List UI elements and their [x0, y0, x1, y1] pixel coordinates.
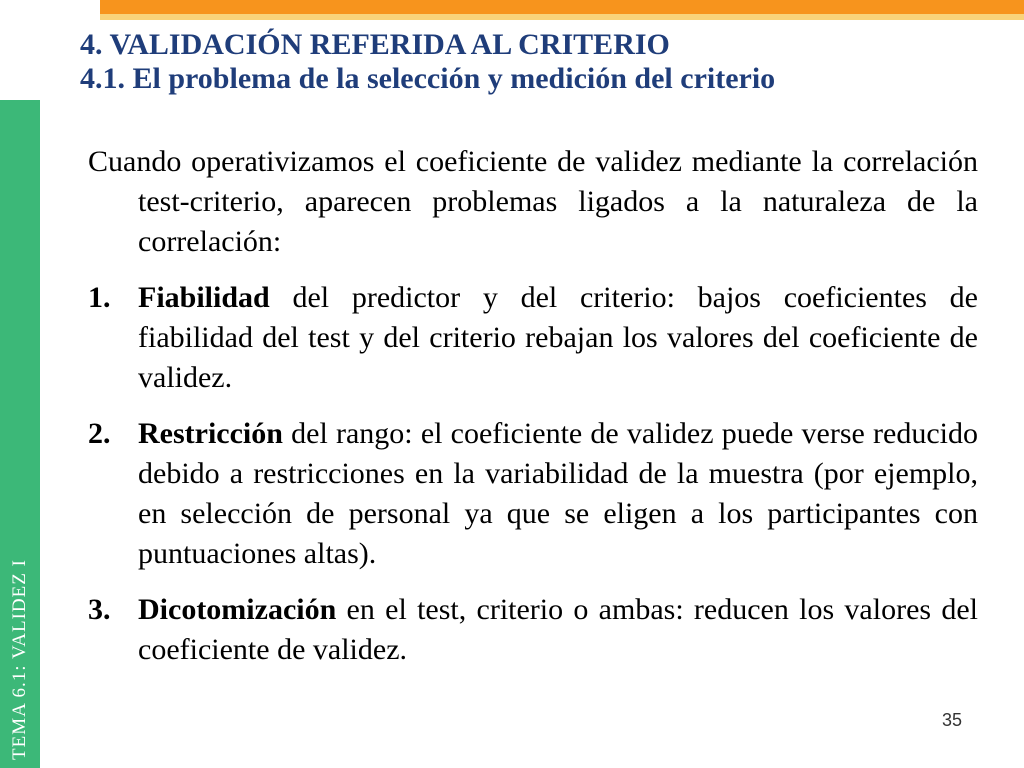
title-line-2: 4.1. El problema de la selección y medición del criterio [80, 62, 776, 95]
list-item-number: 3. [88, 593, 111, 626]
list-item-text [138, 278, 978, 398]
intro-paragraph: Cuando operativizamos el coeficiente de validez mediante la correlación test-criterio, aparecen problemas ligados a la naturaleza de la correlación: [88, 145, 978, 258]
list-item-description: en el test, criterio o ambas: reducen los valores del coeficiente de validez. [138, 593, 978, 666]
list-item [88, 590, 978, 670]
title-line-1: 4. VALIDACIÓN REFERIDA AL CRITERIO [80, 28, 670, 61]
list-item-text [138, 414, 978, 574]
list-item-number: 1. [88, 281, 111, 314]
list-item-term: Dicotomización [138, 593, 337, 626]
list-item [88, 278, 978, 398]
slide-body [88, 142, 978, 686]
list-item-term: Restricción [138, 417, 283, 450]
list-item-description: del predictor y del criterio: bajos coeficientes de fiabilidad del test y del criterio rebajan los valores del coeficiente de validez. [138, 281, 978, 394]
side-label: TEMA 6.1: VALIDEZ I [9, 559, 30, 760]
top-accent-bar [100, 0, 1024, 14]
list-item-text [138, 590, 978, 670]
list-item-term: Fiabilidad [138, 281, 270, 314]
page-number: 35 [942, 710, 963, 730]
list-item-description: del rango: el coeficiente de validez puede verse reducido debido a restricciones en la variabilidad de la muestra (por ejemplo, en selección de personal ya que se eligen a los participantes con puntuaciones altas). [138, 417, 978, 570]
list-item-number: 2. [88, 417, 111, 450]
slide-title [80, 28, 980, 96]
list-item [88, 414, 978, 574]
top-accent-bar-light [100, 14, 1024, 20]
